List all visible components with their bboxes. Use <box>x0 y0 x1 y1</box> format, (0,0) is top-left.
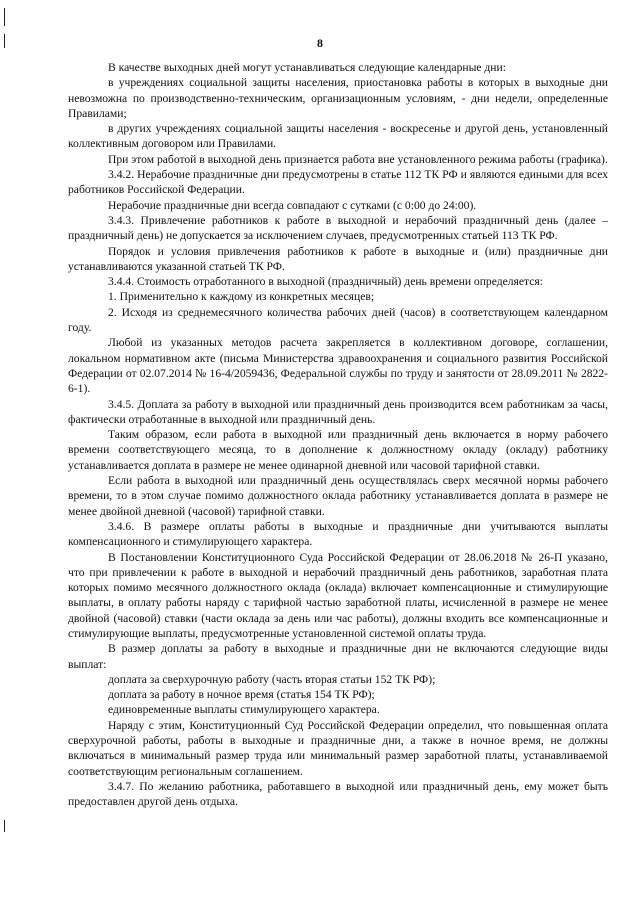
paragraph: 3.4.7. По желанию работника, работавшего в выходной или праздничный день, ему может быть предоставлен другой день отдыха. <box>68 779 608 809</box>
paragraph: в других учреждениях социальной защиты населения - воскресенье и другой день, установленный коллективным договором или Правилами. <box>68 122 608 151</box>
paragraph: Любой из указанных методов расчета закрепляется в коллективном договоре, соглашении, локальном нормативном акте (письма Министерства здравоохранения и социального развития Российской Федерации от 02.07.2014 № 16-4/2059436, Федеральной службы по труду и занятости от 28.09.2011 № 2822-6-1). <box>68 336 608 396</box>
margin-line-top <box>4 8 5 26</box>
paragraph: 3.4.5. Доплата за работу в выходной или праздничный день производится всем работникам за часы, фактически отработанные в выходной или праздничный день. <box>68 397 608 426</box>
paragraph: Таким образом, если работа в выходной или праздничный день включается в норму рабочего времени соответствующего месяца, то в дополнение к должностному окладу (окладу) работнику устанавливается доплата в размере не менее одинарной дневной или часовой тарифной ставки. <box>68 428 608 472</box>
margin-line-bottom <box>4 820 5 832</box>
document-body <box>68 60 608 810</box>
paragraph: доплата за работу в ночное время (статья 154 ТК РФ); <box>108 688 375 702</box>
paragraph: При этом работой в выходной день признается работа вне установленного режима работы (графика). <box>108 152 608 166</box>
paragraph: 3.4.2. Нерабочие праздничные дни предусмотрены в статье 112 ТК РФ и являются едиными для всех работников Российской Федерации. <box>68 168 608 197</box>
paragraph: 3.4.6. В размере оплаты работы в выходные и праздничные дни учитываются выплаты компенсационного и стимулирующего характера. <box>68 519 608 549</box>
paragraph: 3.4.4. Стоимость отработанного в выходной (праздничный) день времени определяется: <box>108 275 543 289</box>
paragraph: Если работа в выходной или праздничный день осуществлялась сверх месячной нормы рабочего времени, то в этом случае помимо должностного оклада работнику устанавливается доплата в размере не менее двойной дневной (часовой) тарифной ставки. <box>68 474 608 518</box>
page-number: 8 <box>317 36 323 50</box>
paragraph: В размер доплаты за работу в выходные и праздничные дни не включаются следующие виды выплат: <box>68 642 608 671</box>
paragraph: В Постановлении Конституционного Суда Российской Федерации от 28.06.2018 № 26-П указано, что при привлечении к работе в выходной и нерабочий праздничный день работников, заработная плата которых помимо месячного должностного оклада (оклада) включает компенсационные и стимулирующие выплаты, в оплату работы наряду с тарифной частью заработной платы, исчисленной в размере не менее двойной (часовой) ставки (части оклада за день или час работы), должны входить все компенсационные и стимулирующие выплаты, предусмотренные установленной системой оплаты труда. <box>68 550 608 640</box>
paragraph: единовременные выплаты стимулирующего характера. <box>108 703 380 717</box>
paragraph: 2. Исходя из среднемесячного количества рабочих дней (часов) в соответствующем календарном году. <box>68 305 608 335</box>
paragraph: 1. Применительно к каждому из конкретных месяцев; <box>108 290 375 304</box>
paragraph: в учреждениях социальной защиты населения, приостановка работы в которых в выходные дни невозможна по производственно-техническим, организационным условиям, - дни недели, определенные Правилами; <box>68 76 608 120</box>
paragraph: Наряду с этим, Конституционный Суд Российской Федерации определил, что повышенная оплата сверхурочной работы, работы в выходные и праздничные дни, а также в ночное время, не должны включаться в минимальный размер труда или минимальный размер заработной платы, устанавливаемой соответствующим региональным соглашением. <box>68 718 608 778</box>
paragraph: доплата за сверхурочную работу (часть вторая статьи 152 ТК РФ); <box>108 672 436 686</box>
paragraph: В качестве выходных дней могут устанавливаться следующие календарные дни: <box>108 61 506 74</box>
paragraph: Нерабочие праздничные дни всегда совпадают с сутками (с 0:00 до 24:00). <box>108 198 477 212</box>
paragraph: 3.4.3. Привлечение работников к работе в выходной и нерабочий праздничный день (далее – праздничный день) не допускается за исключением случаев, предусмотренных статьей 113 ТК РФ. <box>68 213 608 243</box>
paragraph: Порядок и условия привлечения работников к работе в выходные и (или) праздничные дни устанавливаются указанной статьей ТК РФ. <box>68 244 608 273</box>
